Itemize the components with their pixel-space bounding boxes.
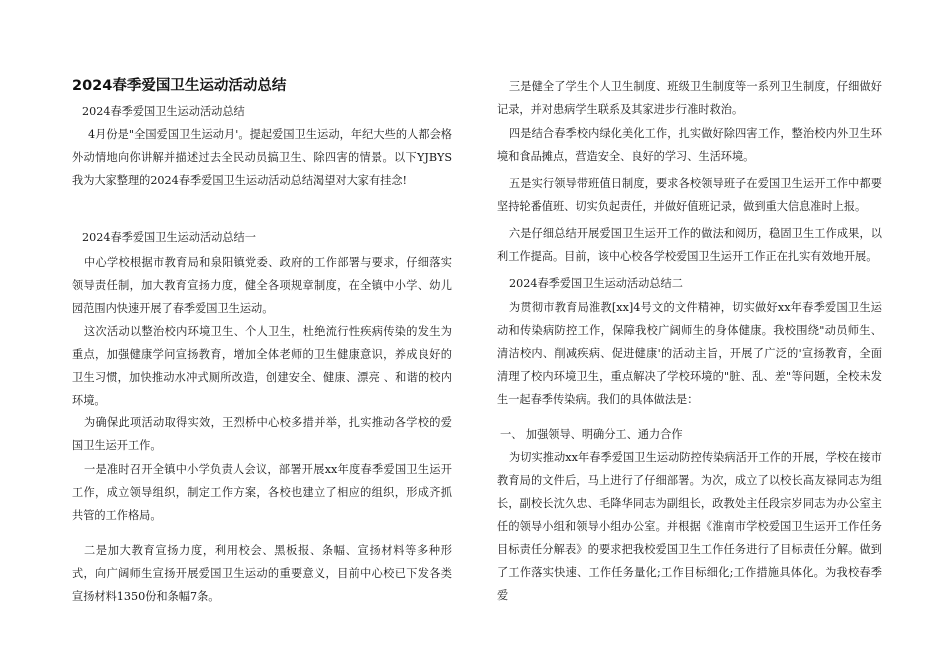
body-paragraph: 六是仔细总结开展爱国卫生运开工作的做法和阅历，稳固卫生工作成果，以利工作提高。目前，该中心校各学校爱国卫生运开工作正在扎实有效地开展。 bbox=[497, 227, 882, 263]
body-paragraph: 五是实行领导带班值日制度，要求各校领导班子在爱国卫生运开工作中都要坚持轮番值班、切实负起责任，并做好值班记录，做到重大信息准时上报。 bbox=[497, 177, 882, 213]
body-paragraph: 为切实推动xx年春季爱国卫生运动防控传染病活开工作的开展，学校在接市教育局的文件后，马上进行了仔细部署。为次，成立了以校长高友禄同志为组长，副校长沈久忠、毛降华同志为副组长，政教处主任段宗岁同志为办公室主任的领导小组和领导小组办公室。并根据《淮南市学校爱国卫生运开工作任务目标责任分解表》的要求把我校爱国卫生工作任务进行了目标责任分解。做到了工作落实快速、工作任务量化;工作目标细化;工作措施具体化。为我校春季爱 bbox=[497, 451, 882, 602]
subsection-heading: 一、 加强领导、明确分工、通力合作 bbox=[500, 428, 683, 441]
body-paragraph: 为贯彻市教育局淮教[xx]4号文的文件精神，切实做好xx年春季爱国卫生运动和传染病防控工作，保障我校广阔师生的身体健康。我校围绕"动员师生、清洁校内、削减疾病、促进健康'的活动主旨，开展了广泛的'宣扬教育，全面清理了校内环境卫生，重点解决了学校环境的"脏、乱、差"等问题，全校未发生一起春季传染病。我们的具体做法是： bbox=[497, 301, 882, 406]
section-heading-1: 2024春季爱国卫生运动活动总结一 bbox=[82, 231, 256, 244]
body-paragraph: 中心学校根据市教育局和泉阳镇党委、政府的工作部署与要求，仔细落实领导责任制，加大教育宣扬力度，健全各项规章制度，在全镇中小学、幼儿园范围内快速开展了春季爱国卫生运动。 bbox=[72, 256, 452, 315]
body-paragraph: 这次活动以整治校内环境卫生、个人卫生，杜绝流行性疾病传染的发生为重点，加强健康学问宣扬教育，增加全体老师的卫生健康意识，养成良好的卫生习惯，加快推动水冲式厕所改造，创建安全、健康、漂亮 、和谐的校内环境。 bbox=[72, 325, 452, 407]
intro-paragraph: 4月份是"全国爱国卫生运动月'。提起爱国卫生运动，年纪大些的人都会格外动情地向你讲解并描述过去全民动员搞卫生、除四害的情景。以下YJBYS我为大家整理的2024春季爱国卫生运动活动总结渴望对大家有挂念! bbox=[72, 128, 452, 187]
body-paragraph: 三是健全了学生个人卫生制度、班级卫生制度等一系列卫生制度，仔细做好记录，并对患病学生联系及其家进步行准时救治。 bbox=[497, 80, 882, 116]
section-heading-2: 2024春季爱国卫生运动活动总结二 bbox=[509, 277, 683, 290]
document-title: 2024春季爱国卫生运动活动总结 bbox=[72, 78, 287, 94]
subtitle-paragraph: 2024春季爱国卫生运动活动总结 bbox=[82, 105, 245, 118]
body-paragraph: 四是结合春季校内绿化美化工作，扎实做好除四害工作，整治校内外卫生环境和食品摊点，营造安全、良好的学习、生活环境。 bbox=[497, 127, 882, 163]
body-paragraph: 一是准时召开全镇中小学负责人会议，部署开展xx年度春季爱国卫生运开工作，成立领导组织，制定工作方案，各校也建立了相应的组织，形成齐抓共管的工作格局。 bbox=[72, 463, 452, 522]
body-paragraph: 为确保此项活动取得实效，王烈桥中心校多措并举，扎实推动各学校的爱国卫生运开工作。 bbox=[72, 416, 452, 452]
body-paragraph: 二是加大教育宣扬力度，利用校会、黑板报、条幅、宣扬材料等多种形式，向广阔师生宣扬开展爱国卫生运动的重要意义，目前中心校已下发各类宣扬材料1350份和条幅7条。 bbox=[72, 544, 452, 603]
